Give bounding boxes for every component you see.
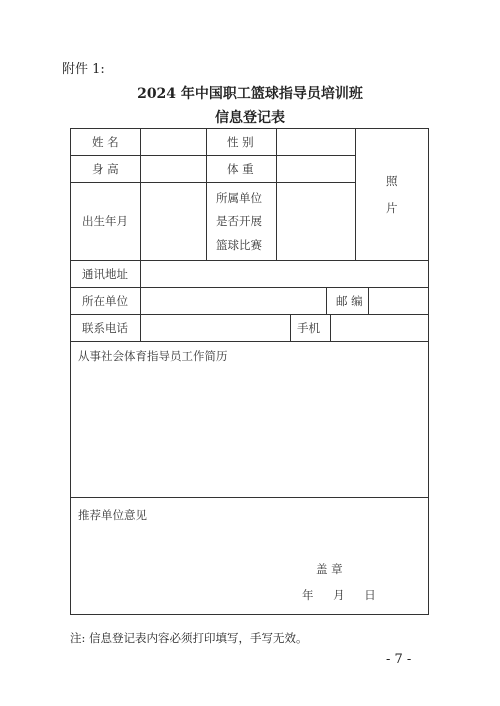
col-divider [355, 128, 356, 260]
col-divider [276, 128, 277, 260]
label-unit-match-line3: 篮球比赛 [216, 238, 262, 252]
label-date: 年 月 日 [302, 588, 376, 602]
label-experience: 从事社会体育指导员工作简历 [78, 349, 228, 363]
label-phone: 联系电话 [82, 321, 128, 335]
label-unit-match-line2: 是否开展 [216, 214, 262, 228]
col-divider [290, 314, 291, 341]
footer-note: 注: 信息登记表内容必须打印填写，手写无效。 [70, 631, 308, 645]
row-divider [70, 314, 429, 315]
col-divider [326, 287, 327, 314]
label-gender: 性 别 [227, 135, 254, 149]
table-border-right [428, 128, 429, 615]
label-name: 姓 名 [92, 135, 119, 149]
label-unit-match-line1: 所属单位 [216, 191, 262, 205]
row-divider [70, 287, 429, 288]
label-birth-date: 出生年月 [82, 214, 128, 228]
label-photo-2: 片 [386, 201, 398, 215]
label-weight: 体 重 [227, 162, 254, 176]
row-divider [70, 182, 356, 183]
label-postcode: 邮 编 [336, 294, 363, 308]
label-seal: 盖 章 [316, 562, 343, 576]
col-divider [140, 128, 141, 341]
page-number: - 7 - [386, 652, 412, 667]
label-address: 通讯地址 [82, 267, 128, 281]
attachment-label: 附件 1: [62, 62, 105, 77]
table-border-top [70, 128, 429, 129]
form-subtitle: 信息登记表 [215, 110, 285, 126]
col-divider [368, 287, 369, 314]
row-divider [70, 341, 429, 342]
table-border-bottom [70, 614, 429, 615]
label-workplace: 所在单位 [82, 294, 128, 308]
table-border-left [70, 128, 71, 615]
label-mobile: 手机 [297, 321, 320, 335]
row-divider [70, 155, 356, 156]
row-divider [70, 497, 429, 498]
row-divider [70, 260, 429, 261]
label-height: 身 高 [92, 162, 119, 176]
label-photo-1: 照 [386, 174, 398, 188]
col-divider [206, 128, 207, 260]
col-divider [330, 314, 331, 341]
label-recommend: 推荐单位意见 [78, 508, 147, 522]
form-title: 2024 年中国职工篮球指导员培训班 [137, 86, 363, 102]
